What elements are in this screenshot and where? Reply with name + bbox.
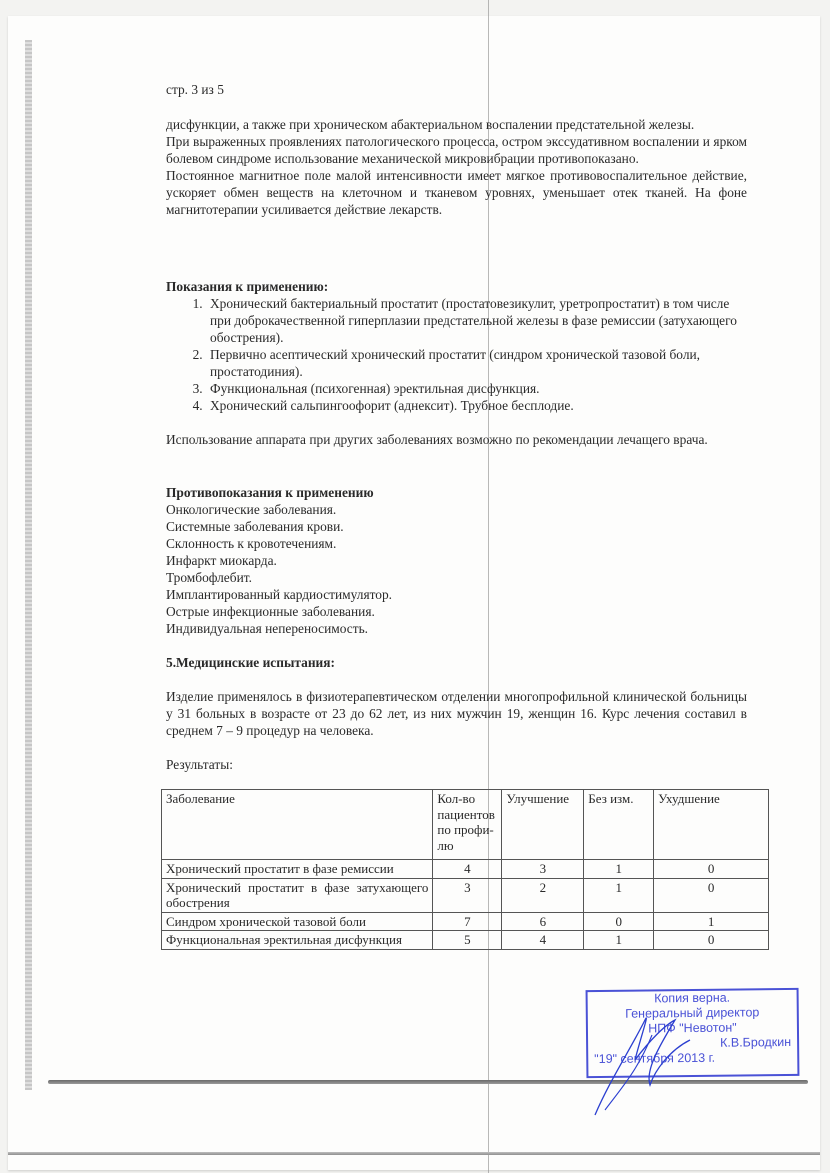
column-header-disease: Заболевание	[162, 790, 433, 860]
indication-item: 2. Первично асептический хронический простатит (синдром хронической тазовой боли, простатодиния).	[206, 346, 747, 380]
no-change-cell: 1	[584, 878, 654, 912]
signature-icon	[590, 1000, 700, 1120]
contraindication-item: Индивидуальная непереносимость.	[166, 621, 369, 636]
intro-paragraph: Постоянное магнитное поле малой интенсивности имеет мягкое противовоспалительное действие, ускоряет обмен веществ на клеточном и тканевом уровнях, уменьшает отек тканей. На фоне магнитотерапии усиливается действие лекарств.	[166, 168, 747, 217]
improvement-cell: 4	[502, 931, 584, 950]
stamp-line: Копия верна.	[654, 990, 731, 1006]
indication-item: 3. Функциональная (психогенная) эректильная дисфункция.	[206, 380, 747, 397]
indications-section	[166, 278, 747, 448]
scan-edge-artifact	[25, 40, 32, 1090]
patient-count-cell: 3	[433, 878, 502, 912]
indications-note: Использование аппарата при других заболеваниях возможно по рекомендации лечащего врача.	[166, 432, 708, 447]
worsening-cell: 0	[654, 878, 769, 912]
table-row	[162, 912, 769, 931]
contraindications-section	[166, 484, 747, 637]
patient-count-cell: 5	[433, 931, 502, 950]
contraindication-item: Склонность к кровотечениям.	[166, 536, 337, 551]
column-header-patient-count: Кол-во пациентов по профи-лю	[433, 790, 502, 860]
worsening-cell: 0	[654, 860, 769, 879]
indication-item: 1. Хронический бактериальный простатит (простатовезикулит, уретропростатит) в том числе при доброкачественной гиперплазии предстательной железы в фазе ремиссии (затухающего обострения).	[206, 295, 747, 346]
trials-section	[166, 654, 747, 773]
contraindication-item: Имплантированный кардиостимулятор.	[166, 587, 393, 602]
trials-title: 5.Медицинские испытания:	[166, 655, 335, 670]
page-bottom-edge	[8, 1152, 820, 1155]
worsening-cell: 1	[654, 912, 769, 931]
intro-paragraph: дисфункции, а также при хроническом абактериальном воспалении предстательной железы.	[166, 117, 695, 132]
contraindication-item: Острые инфекционные заболевания.	[166, 604, 375, 619]
no-change-cell: 1	[584, 931, 654, 950]
indications-title: Показания к применению:	[166, 279, 329, 294]
improvement-cell: 6	[502, 912, 584, 931]
column-header-improvement: Улучшение	[502, 790, 584, 860]
trials-paragraph: Изделие применялось в физиотерапевтическом отделении многопрофильной клинической больницы у 31 больных в возрасте от 23 до 62 лет, из них мужчин 19, женщин 16. Курс лечения составил в среднем 7 – 9 процедур на человека.	[166, 689, 747, 738]
results-label: Результаты:	[166, 757, 233, 772]
table-row	[162, 878, 769, 912]
contraindications-title: Противопоказания к применению	[166, 485, 374, 500]
disease-cell: Хронический простатит в фазе ремиссии	[162, 860, 433, 879]
no-change-cell: 0	[584, 912, 654, 931]
stamp-line: К.В.Бродкин	[719, 1034, 792, 1050]
results-table	[161, 789, 769, 950]
disease-cell: Хронический простатит в фазе затухающего обострения	[162, 878, 433, 912]
patient-count-cell: 4	[433, 860, 502, 879]
column-header-worsening: Ухудшение	[654, 790, 769, 860]
intro-section	[166, 116, 747, 218]
column-header-no-change: Без изм.	[584, 790, 654, 860]
page-indicator: стр. 3 из 5	[166, 82, 224, 97]
contraindication-item: Тромбофлебит.	[166, 570, 252, 585]
patient-count-cell: 7	[433, 912, 502, 931]
indication-item: 4. Хронический сальпингоофорит (аднексит). Трубное бесплодие.	[206, 397, 747, 414]
contraindication-item: Онкологические заболевания.	[166, 502, 337, 517]
contraindication-item: Системные заболевания крови.	[166, 519, 344, 534]
stamp-line: Генеральный директор	[625, 1005, 760, 1021]
table-header-row	[162, 790, 769, 860]
indications-list	[166, 295, 747, 414]
table-row	[162, 860, 769, 879]
table-row	[162, 931, 769, 950]
disease-cell: Функциональная эректильная дисфункция	[162, 931, 433, 950]
disease-cell: Синдром хронической тазовой боли	[162, 912, 433, 931]
stamp-date: "19" сентября 2013 г.	[594, 1050, 716, 1067]
improvement-cell: 3	[502, 860, 584, 879]
contraindications-list	[166, 501, 747, 637]
intro-paragraph: При выраженных проявлениях патологического процесса, остром экссудативном воспалении и ярком болевом синдроме использование механической микровибрации противопоказано.	[166, 134, 747, 166]
contraindication-item: Инфаркт миокарда.	[166, 553, 277, 568]
stamp-line: НПФ "Невотон"	[648, 1020, 737, 1036]
worsening-cell: 0	[654, 931, 769, 950]
no-change-cell: 1	[584, 860, 654, 879]
improvement-cell: 2	[502, 878, 584, 912]
